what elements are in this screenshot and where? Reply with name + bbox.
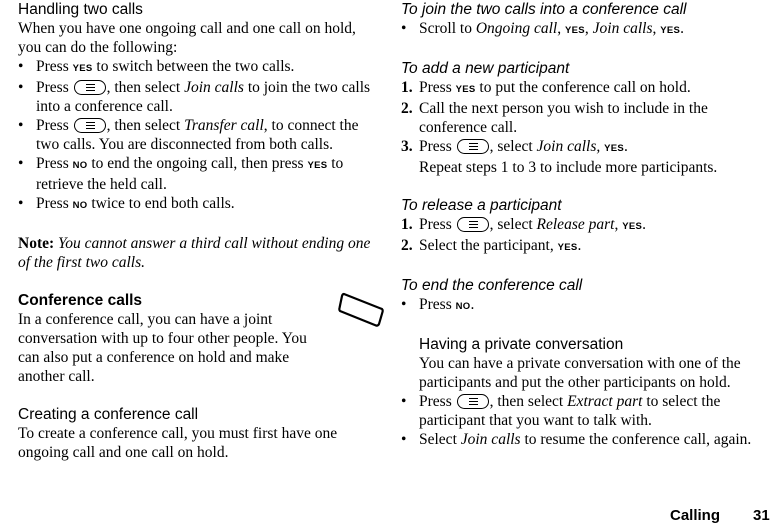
menu-key-icon (74, 118, 106, 133)
step-item: 2. Call the next person you wish to include in the conference call. (401, 100, 708, 136)
add-steps (401, 78, 779, 177)
yes-key: YES (307, 160, 328, 171)
yes-key: YES (604, 143, 625, 154)
handling-list (18, 57, 380, 215)
heading-join-calls: To join the two calls into a conference call (401, 1, 687, 18)
menu-key-icon (457, 217, 489, 232)
list-item: • Scroll to Ongoing call, YES, Join calls, YES. (401, 19, 779, 40)
yes-key: YES (72, 63, 93, 74)
heading-private-conversation: Having a private conversation (419, 336, 624, 353)
heading-conference-calls: Conference calls (18, 292, 143, 309)
yes-key: YES (622, 221, 643, 232)
conference-text: In a conference call, you can have a joint conversation with up to four other people. You can also put a conference on hold and make another call. (18, 311, 307, 385)
handling-intro: When you have one ongoing call and one call on hold, you can do the following: (18, 20, 356, 56)
end-list (401, 295, 779, 316)
heading-release-participant: To release a participant (401, 197, 562, 214)
list-item: • Press NO. (401, 295, 779, 316)
list-item: • Press YES to switch between the two calls. (18, 57, 380, 78)
step-item: 1. Press , select Release part, YES. (401, 216, 646, 233)
repeat-text: Repeat steps 1 to 3 to include more participants. (419, 159, 718, 176)
step-item: 1. Press YES to put the conference call on hold. (401, 79, 691, 96)
release-steps (401, 215, 779, 257)
no-key: NO (72, 200, 88, 211)
step-item: 2. Select the participant, YES. (401, 237, 582, 254)
list-item: • Press , then select Extract part to select the participant that you want to talk with. (401, 392, 779, 430)
list-item: • Press , then select Join calls to join the two calls into a conference call. (18, 78, 380, 116)
list-item: • Press NO twice to end both calls. (18, 194, 380, 215)
network-service-icon (338, 291, 384, 332)
menu-key-icon (457, 139, 489, 154)
yes-key: YES (455, 84, 476, 95)
private-list (401, 392, 779, 449)
no-key: NO (72, 160, 88, 171)
no-key: NO (455, 301, 471, 312)
list-item: • Press , then select Transfer call, to connect the two calls. You are disconnected from both calls. (18, 116, 380, 154)
menu-key-icon (457, 394, 489, 409)
list-item: • Press NO to end the ongoing call, then press YES to retrieve the held call. (18, 154, 380, 194)
join-list (401, 19, 779, 40)
heading-add-participant: To add a new participant (401, 60, 570, 77)
list-item: • Select Join calls to resume the conference call, again. (401, 430, 779, 449)
step-item: 3. Press , select Join calls, YES. Repeat steps 1 to 3 to include more participants. (401, 138, 718, 176)
left-column (18, 0, 380, 462)
footer-section-label: Calling (670, 507, 721, 524)
heading-creating-conference-call: Creating a conference call (18, 406, 199, 423)
right-column (401, 0, 779, 449)
private-section (401, 335, 779, 392)
heading-end-conference: To end the conference call (401, 277, 583, 294)
private-text: You can have a private conversation with one of the participants and put the other participants on hold. (419, 355, 741, 391)
heading-handling-two-calls: Handling two calls (18, 1, 143, 18)
note: Note: You cannot answer a third call without ending one of the first two calls. (18, 235, 371, 271)
yes-key: YES (660, 25, 681, 36)
page-number: 31 (753, 507, 770, 524)
creating-text: To create a conference call, you must first have one ongoing call and one call on hold. (18, 425, 338, 461)
yes-key: YES (557, 242, 578, 253)
yes-key: YES (564, 25, 585, 36)
menu-key-icon (74, 80, 106, 95)
